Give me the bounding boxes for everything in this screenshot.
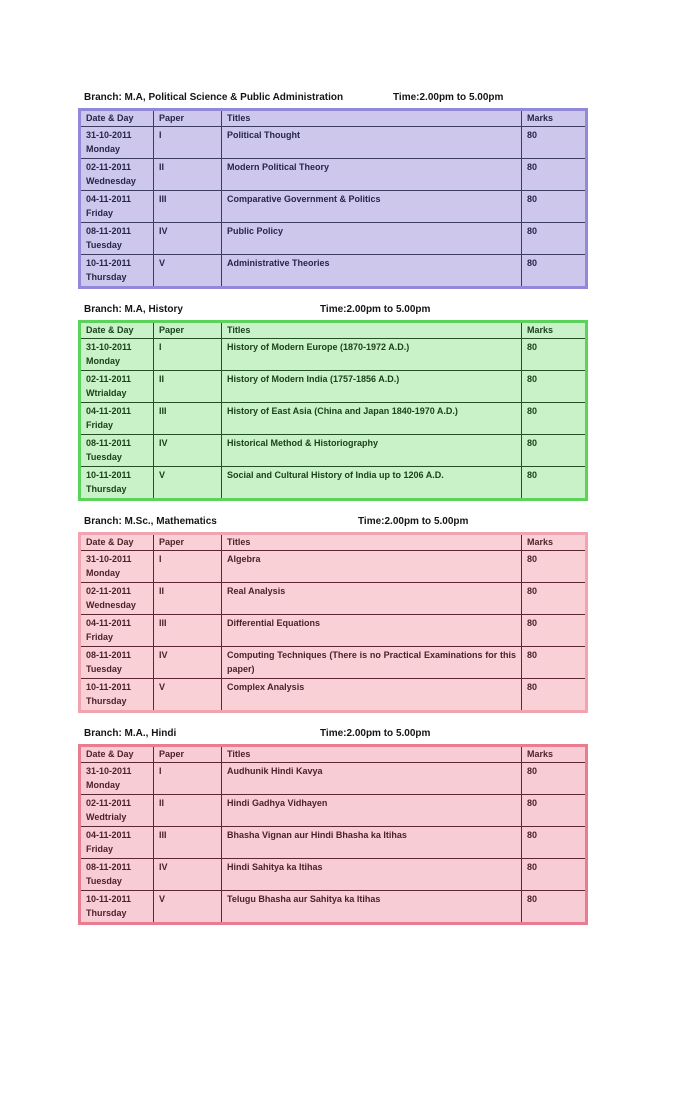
- header-row: [80, 746, 587, 763]
- title-cell: Historical Method & Historiography: [222, 435, 522, 467]
- title-cell: Public Policy: [222, 223, 522, 255]
- date-day-cell: [80, 339, 154, 371]
- date-text: 10-11-2011: [86, 470, 132, 480]
- date-day-cell: [80, 435, 154, 467]
- paper-cell: I: [154, 127, 222, 159]
- column-header: Paper: [154, 746, 222, 763]
- marks-cell: 80: [522, 891, 587, 924]
- date-day-cell: [80, 891, 154, 924]
- paper-cell: I: [154, 551, 222, 583]
- table-row: [80, 339, 587, 371]
- table-row: [80, 159, 587, 191]
- timetable-body: [80, 551, 587, 712]
- marks-cell: 80: [522, 435, 587, 467]
- date-day-cell: [80, 159, 154, 191]
- date-day-cell: [80, 795, 154, 827]
- paper-cell: III: [154, 827, 222, 859]
- date-day-cell: [80, 371, 154, 403]
- table-row: [80, 827, 587, 859]
- timetable: [78, 532, 588, 713]
- date-text: 31-10-2011: [86, 554, 132, 564]
- title-cell: Algebra: [222, 551, 522, 583]
- timetable: [78, 744, 588, 925]
- column-header: Paper: [154, 322, 222, 339]
- day-text: Wednesday: [86, 176, 136, 186]
- date-day-cell: [80, 583, 154, 615]
- marks-cell: 80: [522, 551, 587, 583]
- marks-cell: 80: [522, 763, 587, 795]
- day-text: Wtrialday: [86, 388, 127, 398]
- title-cell: Telugu Bhasha aur Sahitya ka Itihas: [222, 891, 522, 924]
- date-text: 02-11-2011: [86, 374, 132, 384]
- paper-cell: II: [154, 795, 222, 827]
- timetable-body: [80, 127, 587, 288]
- paper-cell: II: [154, 371, 222, 403]
- marks-cell: 80: [522, 859, 587, 891]
- date-text: 08-11-2011: [86, 650, 132, 660]
- paper-cell: I: [154, 339, 222, 371]
- header-row: [80, 322, 587, 339]
- date-day-cell: [80, 551, 154, 583]
- date-day-cell: [80, 647, 154, 679]
- column-header: Marks: [522, 746, 587, 763]
- paper-cell: III: [154, 191, 222, 223]
- date-text: 04-11-2011: [86, 194, 132, 204]
- date-text: 04-11-2011: [86, 830, 132, 840]
- title-cell: Political Thought: [222, 127, 522, 159]
- date-text: 10-11-2011: [86, 682, 132, 692]
- column-header: Titles: [222, 534, 522, 551]
- table-row: [80, 763, 587, 795]
- title-cell: Audhunik Hindi Kavya: [222, 763, 522, 795]
- table-row: [80, 223, 587, 255]
- column-header: Marks: [522, 322, 587, 339]
- date-text: 04-11-2011: [86, 406, 132, 416]
- title-cell: Administrative Theories: [222, 255, 522, 288]
- table-row: [80, 403, 587, 435]
- title-cell: Bhasha Vignan aur Hindi Bhasha ka Itihas: [222, 827, 522, 859]
- paper-cell: V: [154, 467, 222, 500]
- paper-cell: I: [154, 763, 222, 795]
- date-text: 02-11-2011: [86, 162, 132, 172]
- marks-cell: 80: [522, 827, 587, 859]
- title-cell: Real Analysis: [222, 583, 522, 615]
- paper-cell: II: [154, 159, 222, 191]
- date-text: 02-11-2011: [86, 586, 132, 596]
- date-day-cell: [80, 859, 154, 891]
- day-text: Friday: [86, 420, 114, 430]
- section-title-row: [78, 515, 585, 528]
- title-cell: Hindi Gadhya Vidhayen: [222, 795, 522, 827]
- title-cell: Complex Analysis: [222, 679, 522, 712]
- day-text: Monday: [86, 144, 121, 154]
- table-row: [80, 859, 587, 891]
- table-row: [80, 127, 587, 159]
- date-day-cell: [80, 127, 154, 159]
- paper-cell: II: [154, 583, 222, 615]
- column-header: Marks: [522, 534, 587, 551]
- day-text: Thursday: [86, 484, 127, 494]
- table-row: [80, 615, 587, 647]
- marks-cell: 80: [522, 403, 587, 435]
- title-cell: History of Modern Europe (1870-1972 A.D.): [222, 339, 522, 371]
- date-text: 04-11-2011: [86, 618, 132, 628]
- title-cell: Comparative Government & Politics: [222, 191, 522, 223]
- title-cell: Computing Techniques (There is no Practical Examinations for this paper): [222, 647, 522, 679]
- date-day-cell: [80, 403, 154, 435]
- marks-cell: 80: [522, 371, 587, 403]
- day-text: Tuesday: [86, 876, 122, 886]
- title-cell: Differential Equations: [222, 615, 522, 647]
- date-text: 31-10-2011: [86, 342, 132, 352]
- table-row: [80, 679, 587, 712]
- column-header: Date & Day: [80, 110, 154, 127]
- day-text: Tuesday: [86, 452, 122, 462]
- table-row: [80, 467, 587, 500]
- table-row: [80, 255, 587, 288]
- time-title: Time:2.00pm to 5.00pm: [358, 516, 469, 527]
- date-day-cell: [80, 763, 154, 795]
- date-text: 08-11-2011: [86, 226, 132, 236]
- paper-cell: IV: [154, 223, 222, 255]
- timetable-section: [78, 727, 585, 925]
- day-text: Wednesday: [86, 600, 136, 610]
- column-header: Marks: [522, 110, 587, 127]
- marks-cell: 80: [522, 795, 587, 827]
- paper-cell: V: [154, 255, 222, 288]
- day-text: Monday: [86, 568, 121, 578]
- marks-cell: 80: [522, 583, 587, 615]
- marks-cell: 80: [522, 615, 587, 647]
- title-cell: History of East Asia (China and Japan 1840-1970 A.D.): [222, 403, 522, 435]
- header-row: [80, 110, 587, 127]
- date-day-cell: [80, 223, 154, 255]
- table-row: [80, 435, 587, 467]
- time-title: Time:2.00pm to 5.00pm: [320, 728, 431, 739]
- day-text: Thursday: [86, 272, 127, 282]
- marks-cell: 80: [522, 127, 587, 159]
- day-text: Monday: [86, 780, 121, 790]
- date-day-cell: [80, 255, 154, 288]
- column-header: Titles: [222, 322, 522, 339]
- timetable-section: [78, 91, 585, 289]
- timetable: [78, 320, 588, 501]
- timetable-body: [80, 763, 587, 924]
- date-text: 02-11-2011: [86, 798, 132, 808]
- branch-title: Branch: M.A, Political Science & Public Administration: [84, 92, 344, 103]
- marks-cell: 80: [522, 159, 587, 191]
- date-text: 08-11-2011: [86, 862, 132, 872]
- paper-cell: V: [154, 679, 222, 712]
- date-text: 10-11-2011: [86, 258, 132, 268]
- table-row: [80, 891, 587, 924]
- day-text: Thursday: [86, 696, 127, 706]
- column-header: Titles: [222, 110, 522, 127]
- date-text: 31-10-2011: [86, 766, 132, 776]
- section-title-row: [78, 727, 585, 740]
- paper-cell: IV: [154, 435, 222, 467]
- day-text: Thursday: [86, 908, 127, 918]
- column-header: Paper: [154, 110, 222, 127]
- marks-cell: 80: [522, 467, 587, 500]
- day-text: Monday: [86, 356, 121, 366]
- marks-cell: 80: [522, 191, 587, 223]
- branch-title: Branch: M.A, History: [84, 304, 183, 315]
- date-day-cell: [80, 191, 154, 223]
- title-cell: History of Modern India (1757-1856 A.D.): [222, 371, 522, 403]
- header-row: [80, 534, 587, 551]
- paper-cell: III: [154, 615, 222, 647]
- table-row: [80, 647, 587, 679]
- table-row: [80, 551, 587, 583]
- timetable-section: [78, 515, 585, 713]
- marks-cell: 80: [522, 339, 587, 371]
- marks-cell: 80: [522, 679, 587, 712]
- time-title: Time:2.00pm to 5.00pm: [320, 304, 431, 315]
- timetable: [78, 108, 588, 289]
- paper-cell: IV: [154, 859, 222, 891]
- section-title-row: [78, 303, 585, 316]
- day-text: Friday: [86, 208, 114, 218]
- date-text: 08-11-2011: [86, 438, 132, 448]
- column-header: Titles: [222, 746, 522, 763]
- column-header: Date & Day: [80, 746, 154, 763]
- branch-title: Branch: M.A., Hindi: [84, 728, 177, 739]
- date-text: 10-11-2011: [86, 894, 132, 904]
- section-title-row: [78, 91, 585, 104]
- date-day-cell: [80, 467, 154, 500]
- marks-cell: 80: [522, 647, 587, 679]
- date-day-cell: [80, 679, 154, 712]
- day-text: Friday: [86, 844, 114, 854]
- column-header: Date & Day: [80, 534, 154, 551]
- title-cell: Social and Cultural History of India up to 1206 A.D.: [222, 467, 522, 500]
- date-day-cell: [80, 827, 154, 859]
- time-title: Time:2.00pm to 5.00pm: [393, 92, 504, 103]
- branch-title: Branch: M.Sc., Mathematics: [84, 516, 217, 527]
- table-row: [80, 583, 587, 615]
- date-text: 31-10-2011: [86, 130, 132, 140]
- timetable-section: [78, 303, 585, 501]
- table-row: [80, 191, 587, 223]
- title-cell: Hindi Sahitya ka Itihas: [222, 859, 522, 891]
- column-header: Date & Day: [80, 322, 154, 339]
- date-day-cell: [80, 615, 154, 647]
- paper-cell: IV: [154, 647, 222, 679]
- marks-cell: 80: [522, 223, 587, 255]
- timetable-body: [80, 339, 587, 500]
- day-text: Tuesday: [86, 664, 122, 674]
- column-header: Paper: [154, 534, 222, 551]
- sections: [78, 91, 585, 925]
- paper-cell: III: [154, 403, 222, 435]
- paper-cell: V: [154, 891, 222, 924]
- day-text: Wedtrialy: [86, 812, 127, 822]
- marks-cell: 80: [522, 255, 587, 288]
- day-text: Tuesday: [86, 240, 122, 250]
- title-cell: Modern Political Theory: [222, 159, 522, 191]
- table-row: [80, 371, 587, 403]
- table-row: [80, 795, 587, 827]
- day-text: Friday: [86, 632, 114, 642]
